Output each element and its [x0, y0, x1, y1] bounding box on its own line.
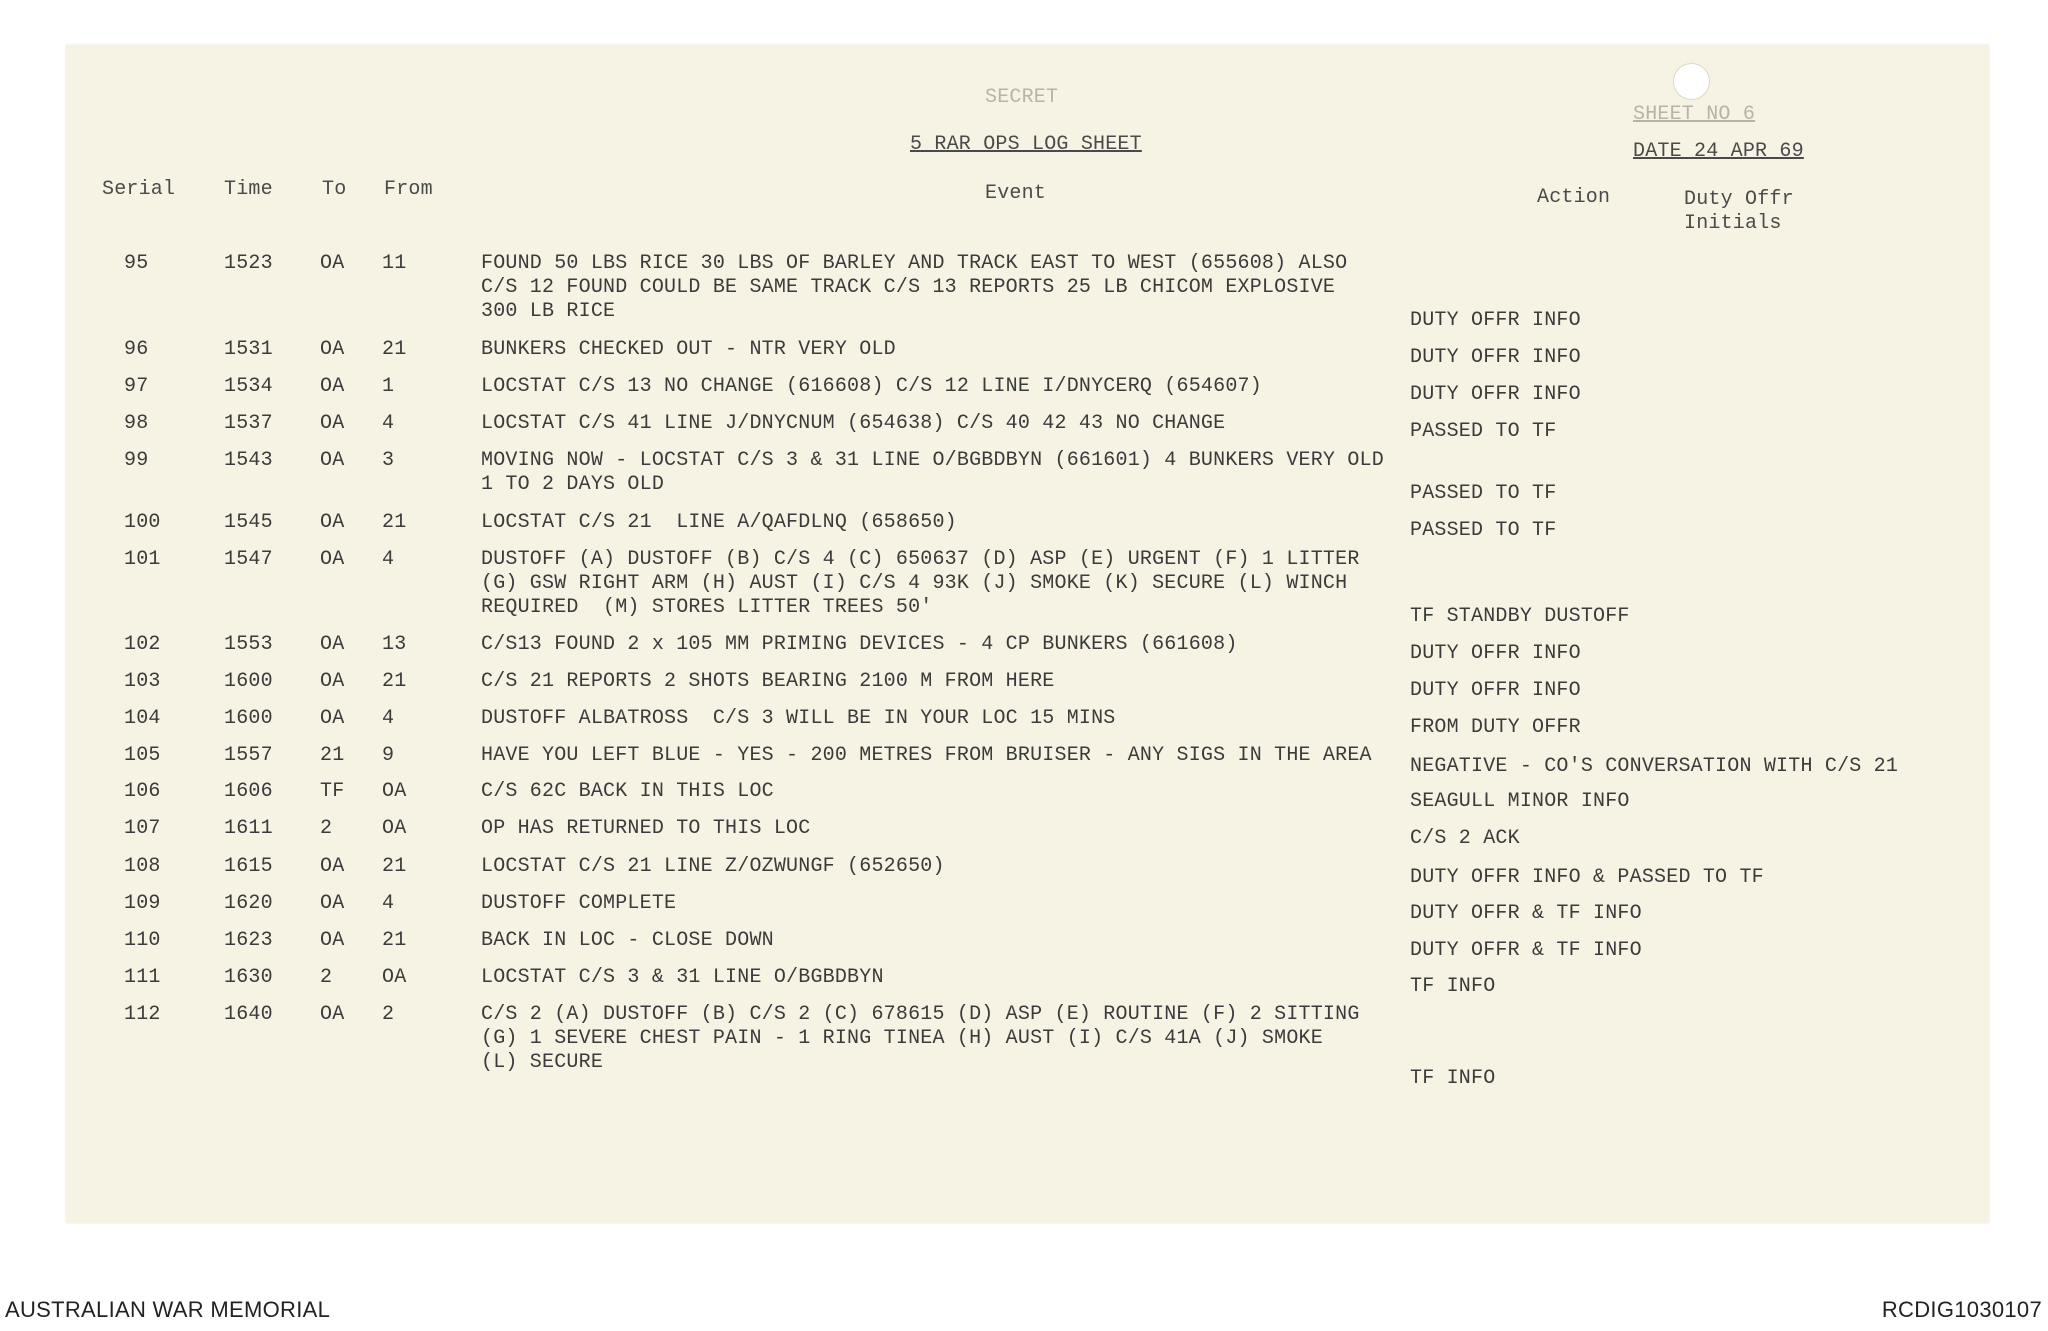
row-time: 1630: [224, 966, 273, 989]
row-serial: 102: [124, 633, 161, 656]
row-event-line: C/S13 FOUND 2 x 105 MM PRIMING DEVICES - 4 CP BUNKERS (661608): [481, 633, 1238, 656]
row-action: FROM DUTY OFFR: [1410, 716, 1581, 739]
row-time: 1620: [224, 892, 273, 915]
row-event-line: REQUIRED (M) STORES LITTER TREES 50': [481, 596, 933, 619]
row-serial: 104: [124, 707, 161, 730]
row-time: 1623: [224, 929, 273, 952]
row-to: OA: [320, 449, 345, 472]
row-to: 2: [320, 966, 333, 989]
row-event-line: C/S 62C BACK IN THIS LOC: [481, 780, 774, 803]
row-event-line: 1 TO 2 DAYS OLD: [481, 473, 665, 496]
row-event-line: (L) SECURE: [481, 1051, 604, 1074]
row-action: DUTY OFFR INFO: [1410, 679, 1581, 702]
row-action: C/S 2 ACK: [1410, 827, 1520, 850]
row-from: 4: [382, 412, 395, 435]
row-from: 11: [382, 252, 407, 275]
footer-record-id: RCDIG1030107: [1881, 1297, 2042, 1322]
row-to: 21: [320, 744, 345, 767]
row-to: OA: [320, 707, 345, 730]
row-event-line: BACK IN LOC - CLOSE DOWN: [481, 929, 774, 952]
row-action: DUTY OFFR & TF INFO: [1410, 902, 1642, 925]
row-event-line: LOCSTAT C/S 13 NO CHANGE (616608) C/S 12 LINE I/DNYCERQ (654607): [481, 375, 1262, 398]
row-serial: 105: [124, 744, 161, 767]
row-serial: 112: [124, 1003, 161, 1026]
row-from: 4: [382, 892, 395, 915]
row-event-line: LOCSTAT C/S 21 LINE Z/OZWUNGF (652650): [481, 855, 945, 878]
row-time: 1553: [224, 633, 273, 656]
row-action: TF STANDBY DUSTOFF: [1410, 605, 1630, 628]
row-action: DUTY OFFR INFO: [1410, 346, 1581, 369]
row-to: OA: [320, 1003, 345, 1026]
column-header-initials: Initials: [1684, 212, 1782, 235]
row-action: NEGATIVE - CO'S CONVERSATION WITH C/S 21: [1410, 755, 1899, 778]
row-serial: 99: [124, 449, 149, 472]
row-serial: 109: [124, 892, 161, 915]
row-time: 1545: [224, 511, 273, 534]
column-header-duty-offr: Duty Offr: [1684, 188, 1794, 211]
row-from: 21: [382, 929, 407, 952]
row-from: 2: [382, 1003, 395, 1026]
row-from: 4: [382, 548, 395, 571]
row-from: 21: [382, 855, 407, 878]
row-from: OA: [382, 817, 407, 840]
classification-stamp: SECRET: [985, 86, 1059, 109]
row-serial: 100: [124, 511, 161, 534]
column-header-from: From: [384, 178, 433, 201]
row-serial: 106: [124, 780, 161, 803]
row-event-line: C/S 21 REPORTS 2 SHOTS BEARING 2100 M FROM HERE: [481, 670, 1055, 693]
row-action: PASSED TO TF: [1410, 420, 1557, 443]
sheet-date: DATE 24 APR 69: [1633, 140, 1804, 163]
row-time: 1534: [224, 375, 273, 398]
row-to: OA: [320, 375, 345, 398]
row-from: 4: [382, 707, 395, 730]
row-from: 3: [382, 449, 395, 472]
row-from: 21: [382, 511, 407, 534]
row-time: 1557: [224, 744, 273, 767]
row-event-line: C/S 12 FOUND COULD BE SAME TRACK C/S 13 REPORTS 25 LB CHICOM EXPLOSIVE: [481, 276, 1336, 299]
row-from: 1: [382, 375, 395, 398]
row-event-line: DUSTOFF ALBATROSS C/S 3 WILL BE IN YOUR LOC 15 MINS: [481, 707, 1116, 730]
row-serial: 96: [124, 338, 149, 361]
row-time: 1600: [224, 670, 273, 693]
row-time: 1606: [224, 780, 273, 803]
punch-hole: [1673, 63, 1710, 100]
row-action: DUTY OFFR & TF INFO: [1410, 939, 1642, 962]
row-time: 1537: [224, 412, 273, 435]
row-serial: 107: [124, 817, 161, 840]
row-event-line: HAVE YOU LEFT BLUE - YES - 200 METRES FROM BRUISER - ANY SIGS IN THE AREA: [481, 744, 1372, 767]
row-from: OA: [382, 966, 407, 989]
row-event-line: LOCSTAT C/S 21 LINE A/QAFDLNQ (658650): [481, 511, 957, 534]
row-to: TF: [320, 780, 345, 803]
row-to: OA: [320, 892, 345, 915]
row-event-line: BUNKERS CHECKED OUT - NTR VERY OLD: [481, 338, 896, 361]
row-event-line: 300 LB RICE: [481, 300, 616, 323]
row-time: 1547: [224, 548, 273, 571]
row-time: 1523: [224, 252, 273, 275]
row-serial: 95: [124, 252, 149, 275]
row-time: 1640: [224, 1003, 273, 1026]
row-from: 21: [382, 338, 407, 361]
row-event-line: MOVING NOW - LOCSTAT C/S 3 & 31 LINE O/BGBDBYN (661601) 4 BUNKERS VERY OLD: [481, 449, 1384, 472]
row-action: DUTY OFFR INFO: [1410, 309, 1581, 332]
row-event-line: (G) 1 SEVERE CHEST PAIN - 1 RING TINEA (H) AUST (I) C/S 41A (J) SMOKE: [481, 1027, 1323, 1050]
footer-archive-name: AUSTRALIAN WAR MEMORIAL: [5, 1297, 331, 1322]
row-to: OA: [320, 338, 345, 361]
row-to: OA: [320, 252, 345, 275]
row-event-line: DUSTOFF COMPLETE: [481, 892, 677, 915]
sheet-number: SHEET NO 6: [1633, 103, 1756, 126]
row-action: PASSED TO TF: [1410, 482, 1557, 505]
row-to: OA: [320, 855, 345, 878]
row-action: DUTY OFFR INFO & PASSED TO TF: [1410, 866, 1764, 889]
row-action: TF INFO: [1410, 975, 1496, 998]
row-to: OA: [320, 511, 345, 534]
row-time: 1543: [224, 449, 273, 472]
row-time: 1600: [224, 707, 273, 730]
row-event-line: OP HAS RETURNED TO THIS LOC: [481, 817, 811, 840]
row-serial: 108: [124, 855, 161, 878]
row-event-line: FOUND 50 LBS RICE 30 LBS OF BARLEY AND TRACK EAST TO WEST (655608) ALSO: [481, 252, 1348, 275]
row-serial: 110: [124, 929, 161, 952]
row-time: 1531: [224, 338, 273, 361]
row-to: OA: [320, 412, 345, 435]
row-event-line: LOCSTAT C/S 3 & 31 LINE O/BGBDBYN: [481, 966, 884, 989]
row-to: OA: [320, 929, 345, 952]
row-to: OA: [320, 633, 345, 656]
row-action: PASSED TO TF: [1410, 519, 1557, 542]
row-action: TF INFO: [1410, 1067, 1496, 1090]
row-to: 2: [320, 817, 333, 840]
row-from: 9: [382, 744, 395, 767]
row-serial: 103: [124, 670, 161, 693]
row-serial: 97: [124, 375, 149, 398]
row-action: SEAGULL MINOR INFO: [1410, 790, 1630, 813]
row-to: OA: [320, 670, 345, 693]
sheet-title: 5 RAR OPS LOG SHEET: [910, 133, 1142, 156]
row-from: OA: [382, 780, 407, 803]
column-header-serial: Serial: [102, 178, 176, 201]
column-header-time: Time: [224, 178, 273, 201]
row-serial: 101: [124, 548, 161, 571]
row-serial: 98: [124, 412, 149, 435]
row-from: 21: [382, 670, 407, 693]
row-action: DUTY OFFR INFO: [1410, 383, 1581, 406]
row-event-line: (G) GSW RIGHT ARM (H) AUST (I) C/S 4 93K (J) SMOKE (K) SECURE (L) WINCH: [481, 572, 1348, 595]
row-serial: 111: [124, 966, 161, 989]
column-header-event: Event: [985, 182, 1047, 205]
column-header-to: To: [322, 178, 347, 201]
row-time: 1615: [224, 855, 273, 878]
row-to: OA: [320, 548, 345, 571]
column-header-action: Action: [1537, 186, 1611, 209]
row-action: DUTY OFFR INFO: [1410, 642, 1581, 665]
row-time: 1611: [224, 817, 273, 840]
row-from: 13: [382, 633, 407, 656]
row-event-line: LOCSTAT C/S 41 LINE J/DNYCNUM (654638) C/S 40 42 43 NO CHANGE: [481, 412, 1226, 435]
row-event-line: DUSTOFF (A) DUSTOFF (B) C/S 4 (C) 650637 (D) ASP (E) URGENT (F) 1 LITTER: [481, 548, 1360, 571]
row-event-line: C/S 2 (A) DUSTOFF (B) C/S 2 (C) 678615 (D) ASP (E) ROUTINE (F) 2 SITTING: [481, 1003, 1360, 1026]
